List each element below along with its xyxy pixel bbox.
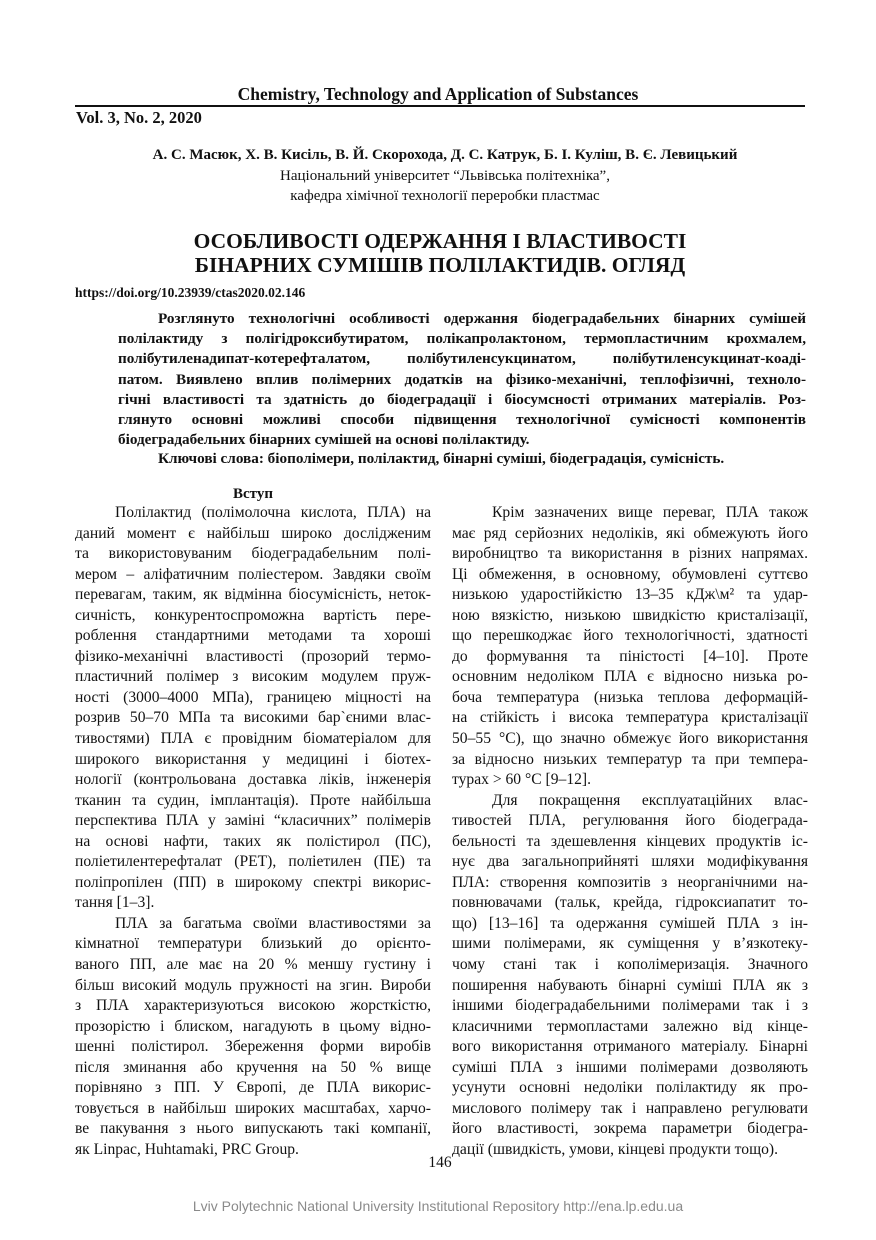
text-line: основним недоліком ПЛА є відносно низька ро- [452,668,808,686]
header-divider [75,105,805,107]
text-line: товується в найбільш широких масштабах, харчо- [75,1099,431,1117]
text-line: полібутиленадипат-котерефталатом, полібутиленсукцинатом, полібутиленсукцинат-коаді- [118,350,806,368]
volume-issue: Vol. 3, No. 2, 2020 [76,108,202,127]
text-line: перевагам, таким, як відмінна біосумісність, неток- [75,586,431,604]
text-line: більш високий модуль пружності на згин. Вироби [75,976,431,994]
text-line: та використовуваним біодеградабельним полі- [75,545,431,563]
text-line: даний момент є найбільш широко дослідженим [75,524,431,542]
right-column [452,503,808,1161]
text-line: що перешкоджає його технологічності, здатності [452,627,808,645]
text-line: тканин та судин, імплантація). Проте найбільша [75,791,431,809]
text-line: Для покращення експлуатаційних влас- [492,791,808,809]
text-line: низькою ударостійкістю 13–35 кДж\м² та удар- [452,586,808,604]
text-line: як Linpac, Huhtamaki, PRC Group. [75,1140,299,1158]
text-line: на стійкість і висока температура кристалізації [452,709,808,727]
text-line: Полілактид (полімолочна кислота, ПЛА) на [115,504,431,521]
text-line: тання [1–3]. [75,894,155,912]
text-line: ПЛА за багатьма своїми властивостями за [115,914,431,932]
text-line: біодеградабельних бінарних сумішей на основі полілактиду. [118,431,530,449]
text-line: широкого використання у медицині і біотех- [75,750,431,768]
text-line: мислового полімеру так і направлено регулювати [452,1099,808,1117]
article-title: БІНАРНИХ СУМІШІВ ПОЛІЛАКТИДІВ. ОГЛЯД [194,253,686,277]
text-line: бельності та здешевлення кінцевих продуктів іс- [452,832,808,850]
text-line: має ряд серйозних недоліків, які обмежують його [452,524,808,542]
text-line: повнювачами (тальк, крейда, гідроксиапатит то- [452,894,808,912]
text-line: виробництво та використання в різних напрямах. [452,545,808,563]
text-line: з ПЛА характеризуються високою жорсткістю, [75,997,431,1015]
text-line: роблення стандартними методами та хороші [75,627,431,645]
text-line: усунути основні недоліки полілактиду як про- [452,1079,808,1097]
text-line: 50–55 °С), що значно обмежує його використання [452,730,808,748]
text-line: Розглянуто технологічні особливості одержання біодеградабельних бінарних сумішей [158,310,806,327]
repository-footer: Lviv Polytechnic National University Institutional Repository http://ena.lp.edu.ua [192,1198,684,1214]
text-line: ПЛА: створення композитів з неорганічними на- [452,873,808,891]
text-line: після зминання або кручення на 50 % вище [75,1058,431,1076]
text-line: тивостями) ПЛА є провідним біоматеріалом для [75,730,431,748]
text-line: шими полімерами, як суміщення у в’язкотеку- [452,935,808,953]
abstract [118,309,806,450]
authors: А. С. Масюк, Х. В. Кисіль, В. Й. Скорохода, Д. С. Катрук, Б. І. Куліш, В. Є. Левицький [152,147,738,163]
text-line: прозорістю і блиском, нагадують в цьому відно- [75,1017,431,1035]
left-column [75,486,431,1161]
text-line: пластичний полімер з високим модулем пруж- [75,668,431,686]
affiliation-line: Національний університет “Львівська політехніка”, [280,168,610,184]
text-line: поліетилентерефталат (PET), поліетилен (ПЕ) та [75,853,431,871]
text-line: боча температура (низька теплова деформацій- [452,688,808,706]
text-line: Крім зазначених вище переваг, ПЛА також [492,504,808,521]
text-line: ве пакування з нього випускають такі компанії, [75,1120,431,1138]
text-line: нує два загальноприйняті шляхи модифікування [452,853,808,871]
text-line: що) [13–16] та одержання сумішей ПЛА з ін- [452,914,808,932]
text-line: чому стані так і кополімеризація. Значного [452,956,808,974]
text-line: шенні полістирол. Збереження форми виробів [75,1038,431,1056]
text-line: турах > 60 °С [9–12]. [452,771,592,789]
text-line: поліпропілен (ПП) в широкому спектрі викорис- [75,873,431,891]
text-line: гічні властивості та здатність до біодеградації і біосумсності отриманих матеріалів. Роз- [118,390,806,408]
text-line: розрив 50–70 МПа та високими бар`єними влас- [75,709,431,727]
keywords: Ключові слова: біополімери, полілактид, бінарні суміші, біодеградація, сумісність. [158,450,725,467]
text-line: Ці обмеження, в основному, обумовлені суттєво [452,565,808,583]
text-line: вого використання отриманого матеріалу. Бінарні [452,1038,808,1056]
text-line: фізико-механічні властивості (прозорий термо- [75,647,431,665]
text-line: ваного ПП, але має на 20 % меншу густину і [75,956,431,974]
text-line: порівняно з ПП. У Європі, де ПЛА викорис- [75,1079,431,1097]
page-number: 146 [428,1154,452,1171]
text-line: нології (контрольована доставка ліків, інженерія [75,771,431,789]
text-line: суміші ПЛА з іншими полімерами дозволяють [452,1058,808,1076]
text-line: патом. Виявлено вплив полімерних додатків на фізико-механічні, теплофізичні, техноло- [118,370,806,388]
text-line: сичність, конкурентоспроможна вартість пере- [75,606,431,624]
text-line: тивостей ПЛА, регулювання його біодеграда- [452,812,808,830]
text-line: дації (швидкість, умови, кінцеві продукти тощо). [452,1140,778,1158]
text-line: іншими біодеградабельними полімерами так і з [452,997,808,1015]
text-line: перспектива ПЛА у заміні “класичних” полімерів [75,812,431,830]
text-line: мером – аліфатичним поліестером. Завдяки своїм [75,565,431,583]
text-line: за відносно низьких температур та при темпера- [452,750,808,768]
text-line: глянуто основні можливі способи підвищення технологічної сумісності компонентів [118,411,806,429]
text-line: до формування та піністості [4–10]. Проте [452,647,808,665]
journal-title: Chemistry, Technology and Application of Substances [237,84,639,104]
article-title: ОСОБЛИВОСТІ ОДЕРЖАННЯ І ВЛАСТИВОСТІ [193,229,687,253]
text-line: поширення набувають бінарні суміші ПЛА як з [452,976,808,994]
section-heading: Вступ [233,486,273,502]
affiliation-line: кафедра хімічної технології переробки пластмас [290,188,600,204]
text-line: ною вязкістю, низькою швидкістю кристалізації, [452,606,808,624]
text-line: ності (3000–4000 МПа), границею міцності на [75,688,431,706]
text-line: класичними термопластами залежно від кінце- [452,1017,808,1035]
doi-link[interactable]: https://doi.org/10.23939/ctas2020.02.146 [75,285,306,300]
text-line: його властивості, зокрема параметри біодегра- [452,1120,808,1138]
text-line: кімнатної температури близький до орієнто- [75,935,431,953]
text-line: полілактиду з полігідроксибутиратом, полікапролактоном, термопластичним крохмалем, [118,330,806,348]
text-line: на основі нафти, таких як полістирол (ПС), [75,832,431,850]
